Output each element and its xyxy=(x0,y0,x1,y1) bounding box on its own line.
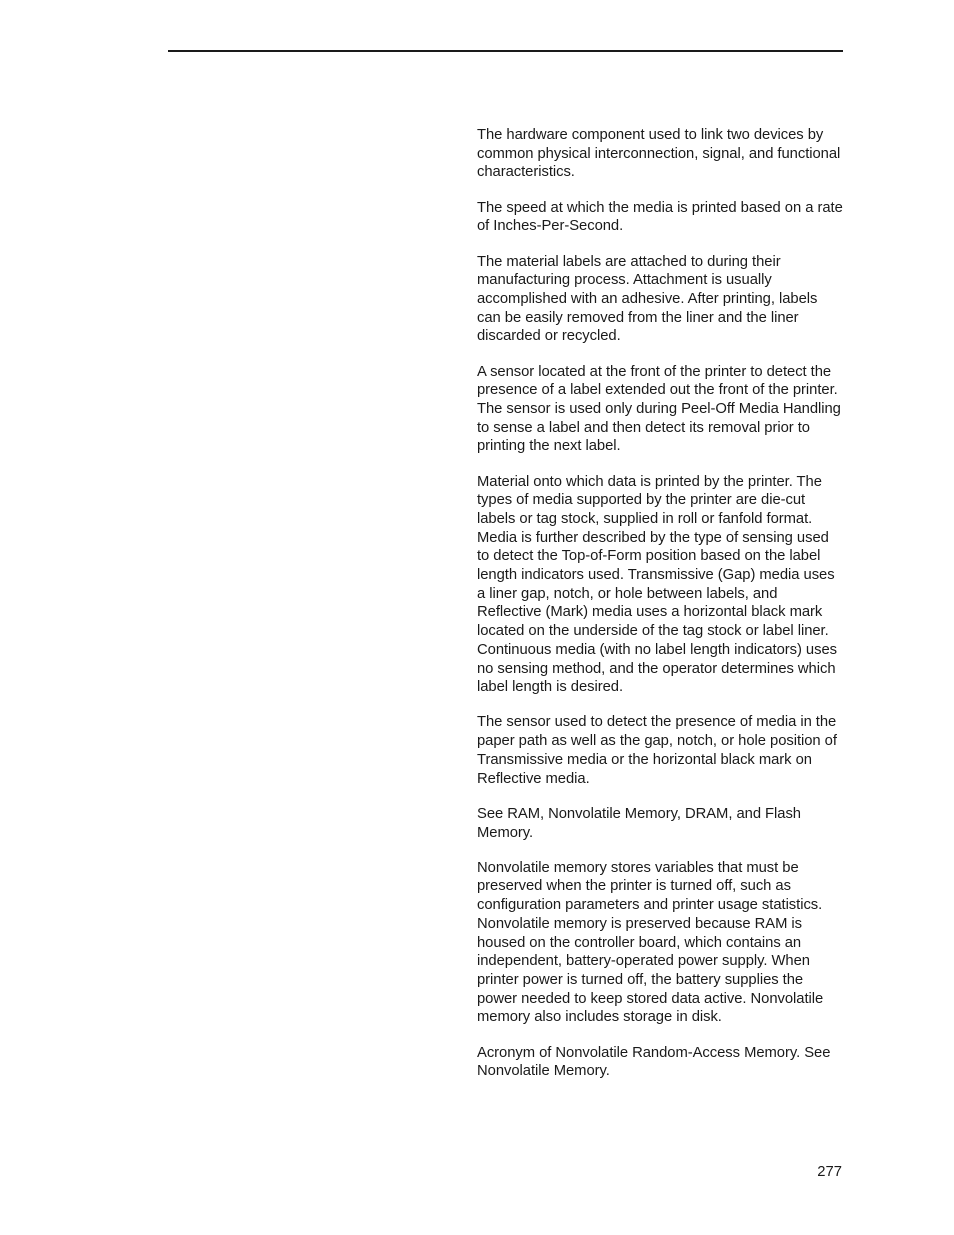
definition-media-sensor: The sensor used to detect the presence of media in the paper path as well as the gap, notch, or hole position of Transmissive media or the horizontal black mark on Reflective media. xyxy=(477,714,837,787)
definition-media: Material onto which data is printed by the printer. The types of media supported by the printer are die-cut labels or tag stock, supplied in roll or fanfold format. Media is further described by the type of sensing used to detect the Top-of-Form position based on the label length indicators used. Transmissive (Gap) media uses a liner gap, notch, or hole between labels, and Reflective (Mark) media uses a horizontal black mark located on the underside of the tag stock or label liner. Continuous media (with no label length indicators) uses no sensing method, and the operator determines which label length is desired. xyxy=(477,473,837,696)
definition-ips: The speed at which the media is printed based on a rate of Inches-Per-Second. xyxy=(477,199,843,235)
definition-nvram: Acronym of Nonvolatile Random-Access Memory. See Nonvolatile Memory. xyxy=(477,1044,831,1080)
definition-label-taken-sensor: A sensor located at the front of the printer to detect the presence of a label extended out the front of the printer. The sensor is used only during Peel-Off Media Handling to sense a label and then detect its removal prior to printing the next label. xyxy=(477,363,841,455)
definition-memory: See RAM, Nonvolatile Memory, DRAM, and Flash Memory. xyxy=(477,805,801,841)
header-rule xyxy=(168,50,843,52)
definition-interface: The hardware component used to link two devices by common physical interconnection, signal, and functional characteristics. xyxy=(477,127,841,181)
definition-nonvolatile-memory: Nonvolatile memory stores variables that must be preserved when the printer is turned off, such as configuration parameters and printer usage statistics. Nonvolatile memory is preserved because RAM is housed on the controller board, which contains an independent, battery-operated power supply. When printer power is turned off, the battery supplies the power needed to keep stored data active. Nonvolatile memory also includes storage in disk. xyxy=(477,859,824,1026)
definition-liner: The material labels are attached to during their manufacturing process. Attachment is usually accomplished with an adhesive. After printing, labels can be easily removed from the liner and the liner discarded or recycled. xyxy=(477,253,818,345)
page-number: 277 xyxy=(817,1164,842,1180)
glossary-definitions xyxy=(477,126,843,1097)
